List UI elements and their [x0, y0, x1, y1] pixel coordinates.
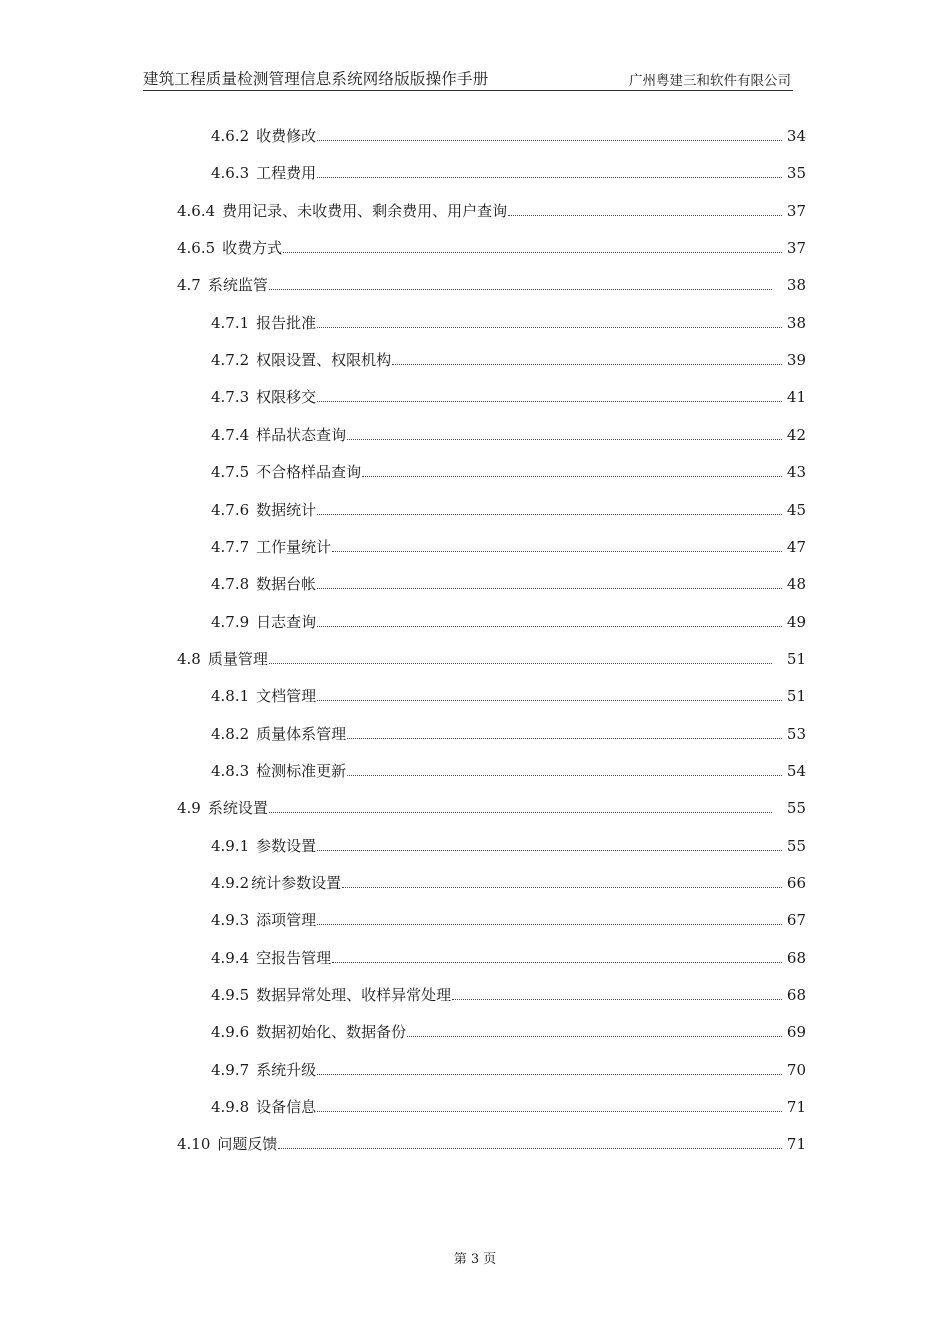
dot-leader — [269, 288, 772, 290]
toc-entry[interactable] — [211, 946, 806, 968]
toc-entry-number: 4.9 — [177, 799, 201, 818]
dot-leader — [317, 139, 782, 141]
toc-entry-number: 4.7.2 — [211, 351, 250, 370]
toc-entry-title: 不合格样品查询 — [256, 463, 362, 482]
dot-leader — [362, 475, 782, 477]
toc-entry-title: 收费方式 — [222, 239, 283, 258]
toc-entry-number: 4.9.6 — [211, 1023, 250, 1042]
toc-entry-title: 工作量统计 — [256, 537, 332, 556]
dot-leader — [407, 1035, 782, 1037]
dot-leader — [269, 662, 772, 664]
toc-entry-page-number: 38 — [786, 276, 806, 295]
toc-entry[interactable] — [177, 647, 806, 669]
toc-entry[interactable] — [211, 1095, 806, 1117]
toc-entry-title: 系统监管 — [207, 276, 268, 295]
toc-entry-page-number: 42 — [786, 425, 806, 444]
dot-leader — [317, 699, 782, 701]
toc-entry-number: 4.9.7 — [211, 1060, 250, 1079]
toc-entry-page-number: 43 — [786, 463, 806, 482]
toc-entry[interactable] — [211, 759, 806, 781]
toc-entry[interactable] — [177, 273, 806, 295]
toc-entry-title: 文档管理 — [256, 687, 317, 706]
toc-entry-page-number: 71 — [786, 1098, 806, 1117]
page-number: 第 3 页 — [453, 1252, 497, 1267]
toc-entry[interactable] — [211, 124, 806, 146]
dot-leader — [317, 587, 782, 589]
toc-entry-page-number: 45 — [786, 500, 806, 519]
toc-entry-page-number: 37 — [786, 239, 806, 258]
toc-entry[interactable] — [211, 1020, 806, 1042]
toc-entry-number: 4.9.1 — [211, 836, 250, 855]
toc-entry-page-number: 35 — [786, 164, 806, 183]
toc-entry-title: 费用记录、未收费用、剩余费用、用户查询 — [222, 201, 508, 220]
toc-entry-title: 样品状态查询 — [256, 425, 347, 444]
dot-leader — [317, 625, 782, 627]
toc-entry[interactable] — [211, 610, 806, 632]
toc-entry-title: 收费修改 — [256, 127, 317, 145]
dot-leader — [317, 326, 782, 328]
toc-entry-title: 参数设置 — [256, 836, 317, 855]
toc-entry-page-number: 38 — [786, 313, 806, 332]
toc-entry-number: 4.8.1 — [211, 687, 250, 706]
toc-entry-number: 4.6.3 — [211, 164, 250, 183]
toc-entry-title: 质量体系管理 — [256, 724, 347, 743]
toc-entry-title: 权限移交 — [256, 388, 317, 407]
toc-entry-title: 系统升级 — [256, 1060, 317, 1079]
toc-entry-page-number: 51 — [786, 687, 806, 706]
dot-leader — [317, 176, 782, 178]
toc-entry-number: 4.6.2 — [211, 127, 250, 145]
toc-entry-title: 工程费用 — [256, 164, 317, 183]
toc-entry-number: 4.9.2 — [211, 874, 250, 892]
dot-leader — [347, 737, 782, 739]
toc-entry-page-number: 54 — [786, 761, 806, 780]
toc-entry-number: 4.10 — [177, 1135, 211, 1154]
toc-entry-number: 4.7.3 — [211, 388, 250, 407]
toc-entry-page-number: 66 — [786, 874, 806, 892]
toc-entry[interactable] — [211, 908, 806, 930]
toc-entry-number: 4.7.9 — [211, 612, 250, 631]
toc-entry[interactable] — [211, 161, 806, 183]
toc-entry-number: 4.7 — [177, 276, 201, 295]
dot-leader — [283, 251, 782, 253]
dot-leader — [342, 886, 782, 888]
toc-entry-page-number: 39 — [786, 351, 806, 370]
toc-entry-page-number: 51 — [786, 649, 806, 668]
toc-entry-title: 质量管理 — [207, 649, 268, 668]
toc-entry-title: 报告批准 — [256, 313, 317, 332]
toc-entry-title: 空报告管理 — [256, 948, 332, 967]
toc-entry[interactable] — [211, 423, 806, 445]
toc-entry[interactable] — [211, 983, 806, 1005]
dot-leader — [347, 774, 782, 776]
toc-entry-title: 添项管理 — [256, 911, 317, 930]
toc-entry[interactable] — [211, 460, 806, 482]
dot-leader — [317, 1073, 782, 1075]
dot-leader — [392, 363, 782, 365]
dot-leader — [317, 1110, 782, 1112]
dot-leader — [317, 849, 782, 851]
dot-leader — [278, 1147, 782, 1149]
toc-entry-title: 设备信息 — [256, 1098, 317, 1117]
toc-entry[interactable] — [211, 348, 806, 370]
toc-entry[interactable] — [211, 834, 806, 856]
toc-entry-number: 4.8.3 — [211, 761, 250, 780]
toc-entry[interactable] — [211, 311, 806, 333]
toc-entry-number: 4.7.5 — [211, 463, 250, 482]
company-name: 广州粤建三和软件有限公司 — [629, 73, 791, 89]
toc-entry-title: 权限设置、权限机构 — [256, 351, 392, 370]
toc-entry[interactable] — [177, 236, 806, 258]
toc-entry-number: 4.9.3 — [211, 911, 250, 930]
toc-entry-page-number: 67 — [786, 911, 806, 930]
toc-entry[interactable] — [211, 385, 806, 407]
toc-entry[interactable] — [177, 199, 806, 221]
toc-entry-page-number: 37 — [786, 201, 806, 220]
toc-entry[interactable] — [211, 684, 806, 706]
dot-leader — [508, 214, 782, 216]
toc-entry-number: 4.6.4 — [177, 201, 216, 220]
toc-entry-page-number: 49 — [786, 612, 806, 631]
dot-leader — [332, 961, 782, 963]
toc-entry-page-number: 47 — [786, 537, 806, 556]
document-title: 建筑工程质量检测管理信息系统网络版版操作手册 — [143, 70, 489, 88]
toc-entry[interactable] — [177, 1132, 806, 1154]
dot-leader — [317, 400, 782, 402]
toc-entry-page-number: 48 — [786, 575, 806, 594]
toc-entry-title: 日志查询 — [256, 612, 317, 631]
toc-entry-page-number: 68 — [786, 986, 806, 1005]
toc-entry[interactable] — [211, 871, 806, 893]
toc-entry-title: 数据初始化、数据备份 — [256, 1023, 407, 1042]
toc-entry[interactable] — [177, 796, 806, 818]
toc-entry-page-number: 68 — [786, 948, 806, 967]
toc-entry-number: 4.7.4 — [211, 425, 250, 444]
toc-entry-number: 4.7.8 — [211, 575, 250, 594]
toc-entry[interactable] — [211, 498, 806, 520]
dot-leader — [332, 550, 782, 552]
toc-entry-number: 4.7.6 — [211, 500, 250, 519]
toc-entry[interactable] — [211, 572, 806, 594]
toc-entry-title: 问题反馈 — [217, 1135, 278, 1154]
page-header — [143, 66, 793, 91]
toc-entry-page-number: 34 — [786, 127, 806, 145]
toc-entry-number: 4.6.5 — [177, 239, 216, 258]
dot-leader — [317, 923, 782, 925]
dot-leader — [317, 513, 782, 515]
dot-leader — [269, 811, 772, 813]
toc-entry-number: 4.9.8 — [211, 1098, 250, 1117]
toc-entry-title: 数据台帐 — [256, 575, 317, 594]
toc-entry-number: 4.9.4 — [211, 948, 250, 967]
toc-entry-title: 检测标准更新 — [256, 761, 347, 780]
toc-entry-number: 4.7.7 — [211, 537, 250, 556]
toc-entry-number: 4.9.5 — [211, 986, 250, 1005]
toc-entry-page-number: 55 — [786, 836, 806, 855]
toc-entry-page-number: 53 — [786, 724, 806, 743]
toc-entry-page-number: 69 — [786, 1023, 806, 1042]
toc-entry-page-number: 71 — [786, 1135, 806, 1154]
toc-entry-title: 数据异常处理、收样异常处理 — [256, 986, 452, 1005]
toc-entry-title: 统计参数设置 — [251, 874, 342, 892]
toc-entry-title: 系统设置 — [207, 799, 268, 818]
toc-entry[interactable] — [211, 1058, 806, 1080]
toc-entry-number: 4.8 — [177, 649, 201, 668]
toc-entry-page-number: 41 — [786, 388, 806, 407]
toc-entry-page-number: 70 — [786, 1060, 806, 1079]
toc-entry-title: 数据统计 — [256, 500, 317, 519]
toc-entry[interactable] — [211, 722, 806, 744]
toc-entry-number: 4.7.1 — [211, 313, 250, 332]
toc-entry-page-number: 55 — [786, 799, 806, 818]
toc-entry-number: 4.8.2 — [211, 724, 250, 743]
dot-leader — [347, 438, 782, 440]
toc-entry[interactable] — [211, 535, 806, 557]
dot-leader — [452, 998, 782, 1000]
